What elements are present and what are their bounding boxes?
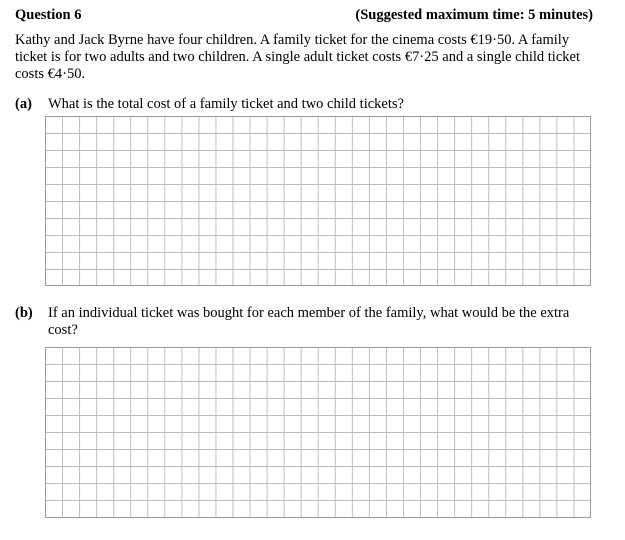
- part-b-label: (b): [15, 305, 33, 321]
- answer-grid-a[interactable]: [45, 116, 591, 286]
- part-b-text: If an individual ticket was bought for each member of the family, what would be the extra cost?: [48, 305, 570, 338]
- answer-grid-b[interactable]: [45, 347, 591, 518]
- question-intro: Kathy and Jack Byrne have four children. A family ticket for the cinema costs €19·50. A family ticket is for two adults and two children. A single adult ticket costs €7·25 and a single child ticket costs €4·50.: [15, 32, 580, 82]
- part-a-label: (a): [15, 96, 32, 112]
- question-title: Question 6: [15, 7, 82, 23]
- time-note: (Suggested maximum time: 5 minutes): [355, 7, 593, 23]
- part-a-text: What is the total cost of a family ticket and two child tickets?: [48, 96, 404, 112]
- question-header: [15, 7, 593, 25]
